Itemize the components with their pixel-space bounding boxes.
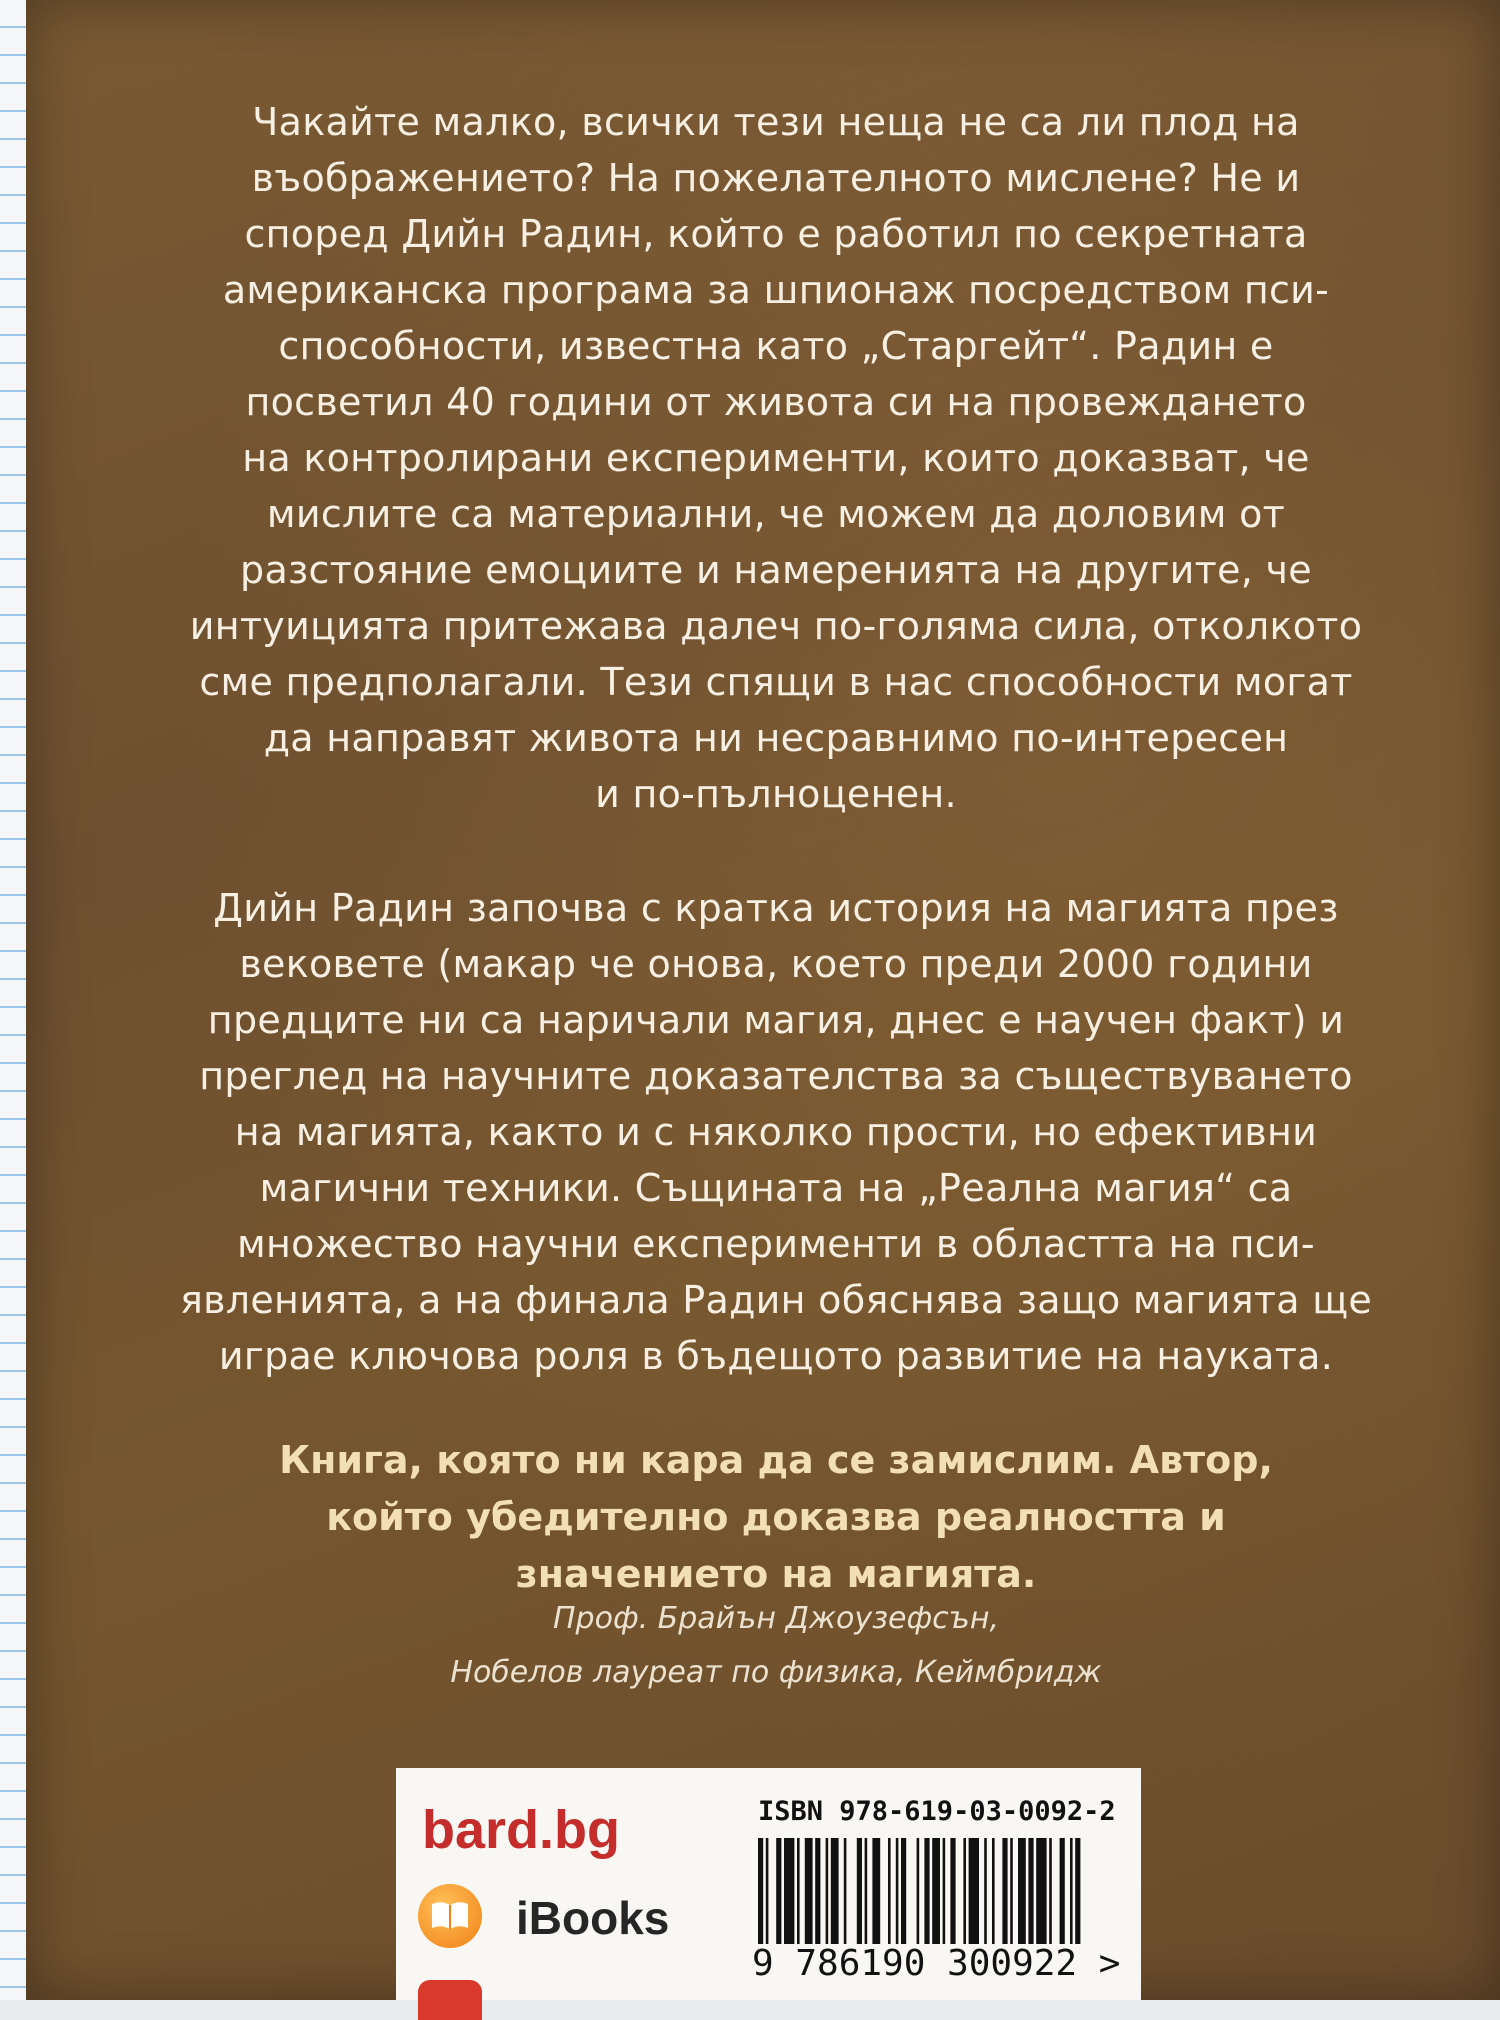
text-line: множество научни експерименти в областта на пси-: [237, 1222, 1315, 1266]
text-line: на магията, както и с няколко прости, но ефективни: [234, 1110, 1318, 1154]
barcode: [758, 1838, 1130, 1958]
publisher-info-box: [396, 1768, 1141, 2000]
ibooks-label: iBooks: [516, 1892, 670, 1944]
barcode-bar: [1018, 1838, 1026, 1958]
description-paragraph-1: [86, 94, 1466, 822]
text-line: интуицията притежава далеч по-голяма сила, отколкото: [189, 604, 1363, 648]
blurb-attribution: [86, 1592, 1466, 1700]
barcode-bar: [984, 1838, 987, 1958]
barcode-digits: [752, 1944, 1132, 1984]
description-paragraph-2: [86, 880, 1466, 1384]
publisher-website: bard.bg: [422, 1800, 620, 1860]
barcode-bar: [857, 1838, 862, 1958]
barcode-bar: [992, 1838, 995, 1958]
barcode-bar: [865, 1838, 868, 1958]
text-line: вековете (макар че онова, което преди 2000 години: [239, 942, 1313, 986]
quote-line: който убедително доказва реалността и: [326, 1495, 1226, 1539]
quote-line: значението на магията.: [515, 1552, 1037, 1596]
barcode-bar: [758, 1838, 763, 1958]
barcode-bar: [888, 1838, 891, 1958]
barcode-bar: [1002, 1838, 1007, 1958]
quote-line: Книга, която ни кара да се замислим. Автор,: [279, 1438, 1273, 1482]
text-line: според Дийн Радин, който е работил по секретната: [244, 212, 1308, 256]
text-line: и по-пълноценен.: [595, 772, 957, 816]
text-line: способности, известна като „Старгейт“. Радин е: [278, 324, 1274, 368]
barcode-bar: [969, 1838, 979, 1958]
book-back-cover: [26, 0, 1500, 2000]
text-line: на контролирани експерименти, които доказват, че: [242, 436, 1310, 480]
barcode-bar: [932, 1838, 940, 1958]
barcode-bar: [1028, 1838, 1033, 1958]
barcode-bar: [766, 1838, 769, 1958]
barcode-bar: [784, 1838, 794, 1958]
barcode-arrow: >: [1098, 1943, 1121, 1984]
text-line: въображението? На пожелателното мислене? Не и: [251, 156, 1301, 200]
text-line: да направят живота ни несравнимо по-интересен: [263, 716, 1289, 760]
barcode-bar: [1060, 1838, 1065, 1958]
barcode-bar: [1049, 1838, 1052, 1958]
barcode-bar: [872, 1838, 880, 1958]
text-line: преглед на научните доказателства за съществуването: [199, 1054, 1353, 1098]
text-line: разстояние емоциите и намеренията на другите, че: [240, 548, 1312, 592]
barcode-bar: [1036, 1838, 1046, 1958]
barcode-bar: [1075, 1838, 1080, 1958]
barcode-bar: [1010, 1838, 1013, 1958]
text-line: явленията, а на финала Радин обяснява защо магията ще: [179, 1278, 1373, 1322]
isbn-number: ISBN 978-619-03-0092-2: [758, 1796, 1116, 1827]
text-line: Дийн Радин започва с кратка история на магията през: [213, 886, 1339, 930]
barcode-bar: [844, 1838, 847, 1958]
barcode-number: 9 786190 300922: [752, 1943, 1078, 1984]
barcode-bar: [831, 1838, 839, 1958]
store-app-icon: [418, 1980, 482, 2020]
barcode-bar: [805, 1838, 813, 1958]
text-line: посветил 40 години от живота си на провеждането: [245, 380, 1307, 424]
text-line: сме предполагали. Тези спящи в нас способности могат: [199, 660, 1353, 704]
barcode-bar: [943, 1838, 946, 1958]
text-line: мислите са материални, че можем да доловим от: [266, 492, 1286, 536]
barcode-bar: [924, 1838, 929, 1958]
notebook-paper-edge: [0, 0, 26, 2000]
barcode-bar: [1070, 1838, 1073, 1958]
quote-author-title: Нобелов лауреат по физика, Кеймбридж: [450, 1655, 1102, 1690]
blurb-quote: [86, 1432, 1466, 1603]
ibooks-book-icon: [418, 1884, 482, 1948]
barcode-bar: [963, 1838, 966, 1958]
barcode-bar: [815, 1838, 820, 1958]
barcode-bar: [950, 1838, 955, 1958]
text-line: Чакайте малко, всички тези неща не са ли плод на: [252, 100, 1300, 144]
barcode-bar: [776, 1838, 781, 1958]
quote-author: Проф. Брайън Джоузефсън,: [552, 1601, 999, 1636]
barcode-bar: [901, 1838, 906, 1958]
barcode-bar: [797, 1838, 800, 1958]
text-line: играе ключова роля в бъдещото развитие на науката.: [218, 1334, 1334, 1378]
text-line: предците ни са наричали магия, днес е научен факт) и: [207, 998, 1345, 1042]
text-line: американска програма за шпионаж посредством пси-: [222, 268, 1330, 312]
barcode-bar: [896, 1838, 899, 1958]
barcode-bar: [826, 1838, 829, 1958]
text-line: магични техники. Същината на „Реална магия“ са: [259, 1166, 1293, 1210]
barcode-bar: [917, 1838, 920, 1958]
